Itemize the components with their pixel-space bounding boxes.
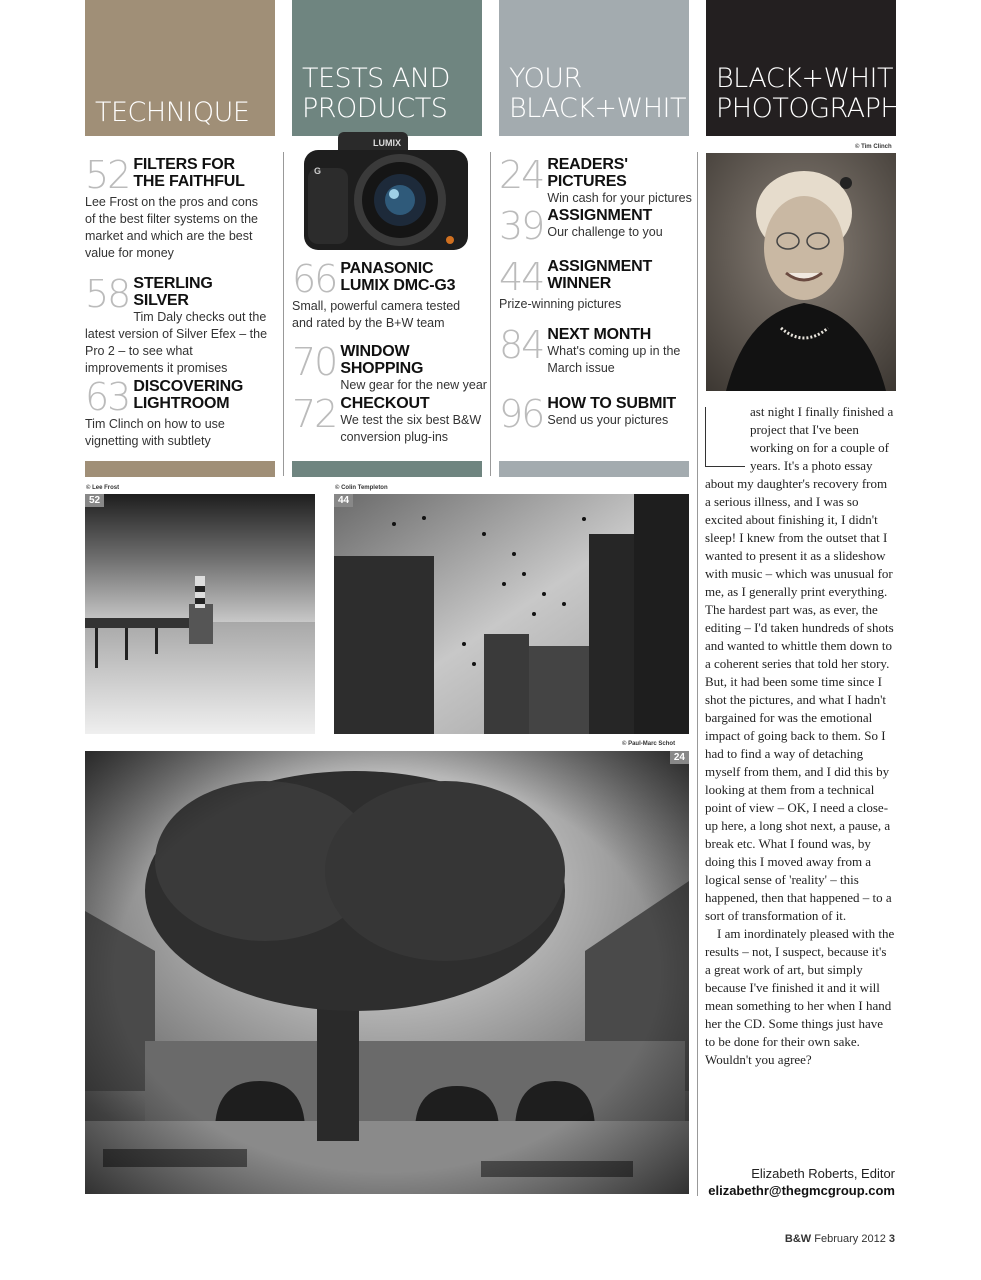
toc-entry-63[interactable] xyxy=(85,375,270,450)
entry-title: ASSIGNMENT xyxy=(547,207,653,224)
section-bar-yours xyxy=(499,461,689,477)
entry-description: Tim Clinch on how to use vignetting with subtlety xyxy=(85,417,225,448)
page-footer xyxy=(760,1233,895,1245)
page-number: 44 xyxy=(499,255,544,299)
camera-model-mark: G xyxy=(314,166,322,176)
toc-entry-58[interactable] xyxy=(85,272,270,377)
column-divider xyxy=(697,152,698,1196)
entry-description: Lee Frost on the pros and cons of the best filter systems on the market and which are the best value for money xyxy=(85,195,259,260)
editorial-paragraph-1: ast night I finally finished a project that I've been working on for a couple of years. It's a photo essay about my daughter's recovery from a serious illness, and I was so excited about finishing it, I didn't sleep! I knew from the outset that I wanted to present it as a slideshow with music – which was unusual for me, as I generally print everything. The hardest part was, as ever, the editing – I'd taken hundreds of shots and wanted to whittle them down to a coherent series that told her story. But, it had been some time since I shot the pictures, and what I hadn't bargained for was the emotional impact of going back to them. So I had to find a way of detaching myself from them, and I did this by looking at them from a technical point of view – OK, I need a close-up here, a long shot next, a pause, a break etc. What I found was, by doing this I moved away from a logical sense of 'reality' – this happened, then that happened – to a sort of transformation of it. xyxy=(705,404,894,923)
section-bar-technique xyxy=(85,461,275,477)
entry-title: HOW TO SUBMIT xyxy=(547,395,677,412)
editor-portrait xyxy=(706,153,896,391)
entry-description: Tim Daly checks out the latest version of Silver Efex – the Pro 2 – to see what improvements it promises xyxy=(85,310,268,375)
column-divider xyxy=(283,152,284,476)
toc-entry-96[interactable] xyxy=(499,392,689,436)
section-bar-tests xyxy=(292,461,482,477)
toc-entry-24[interactable] xyxy=(499,153,694,207)
entry-title: DISCOVERING LIGHTROOM xyxy=(133,378,244,412)
camera-brand: LUMIX xyxy=(373,138,401,148)
photo-tree-courtyard xyxy=(85,751,689,1194)
editor-email[interactable]: elizabethr@thegmcgroup.com xyxy=(708,1183,895,1198)
toc-entry-39[interactable] xyxy=(499,204,689,248)
editorial-column xyxy=(705,403,895,1069)
entry-title: STERLING SILVER xyxy=(133,275,213,309)
page-number: 52 xyxy=(85,153,130,197)
header-yours-label: YOUR BLACK+WHITE xyxy=(509,63,703,124)
drop-cap-l xyxy=(705,407,745,467)
entry-description: What's coming up in the March issue xyxy=(547,344,681,375)
editorial-paragraph-2: I am inordinately pleased with the results – not, I suspect, because it's a great work of art, but simply because I've finished it and it will mean something to her when I hand her the CD. Some things just have to be done for their own sake. Wouldn't you agree? xyxy=(705,926,895,1067)
toc-entry-66[interactable] xyxy=(292,257,482,332)
entry-title: PANASONIC LUMIX DMC-G3 xyxy=(340,260,456,294)
page-number: 66 xyxy=(292,257,337,301)
entry-description: Our challenge to you xyxy=(547,225,663,239)
page-badge: 44 xyxy=(334,494,353,507)
credit-portrait: © Tim Clinch xyxy=(855,144,892,150)
page-number: 63 xyxy=(85,375,130,419)
page-badge: 52 xyxy=(85,494,104,507)
entry-title: WINDOW SHOPPING xyxy=(340,343,424,377)
toc-entry-52[interactable] xyxy=(85,153,270,262)
header-your-black-white xyxy=(499,0,703,136)
page-number: 39 xyxy=(499,204,544,248)
credit-photo24: © Paul-Marc Schot xyxy=(622,741,676,747)
photo-lighthouse-pier xyxy=(85,494,315,734)
footer-issue: February 2012 xyxy=(814,1233,886,1245)
entry-title: ASSIGNMENT WINNER xyxy=(547,258,653,292)
credit-photo44: © Colin Templeton xyxy=(335,485,388,491)
page-number: 84 xyxy=(499,323,544,367)
entry-description: New gear for the new year xyxy=(340,378,487,392)
entry-description: We test the six best B&W conversion plug-ins xyxy=(340,413,482,444)
page-number: 24 xyxy=(499,153,544,197)
header-tests-label: TESTS AND PRODUCTS xyxy=(302,63,450,124)
toc-entry-84[interactable] xyxy=(499,323,684,377)
camera-image xyxy=(300,128,472,254)
page-number: 70 xyxy=(292,340,337,384)
toc-entry-44[interactable] xyxy=(499,255,689,313)
header-technique-label: TECHNIQUE xyxy=(95,97,250,128)
header-bw-label: BLACK+WHITE PHOTOGRAPHY xyxy=(716,63,917,124)
entry-description: Prize-winning pictures xyxy=(499,297,622,311)
page-number: 72 xyxy=(292,392,337,436)
credit-photo52: © Lee Frost xyxy=(86,485,120,491)
entry-description: Win cash for your pictures xyxy=(547,191,692,205)
page-badge: 24 xyxy=(670,751,689,764)
entry-title: READERS' PICTURES xyxy=(547,156,628,190)
photo-tower-blocks xyxy=(334,494,689,734)
entry-description: Small, powerful camera tested and rated by the B+W team xyxy=(292,299,461,330)
column-divider xyxy=(490,152,491,476)
toc-entry-72[interactable] xyxy=(292,392,482,446)
page-number: 58 xyxy=(85,272,130,316)
entry-description: Send us your pictures xyxy=(547,413,669,427)
toc-entry-70[interactable] xyxy=(292,340,487,394)
entry-title: FILTERS FOR THE FAITHFUL xyxy=(133,156,245,190)
entry-title: CHECKOUT xyxy=(340,395,430,412)
header-tests-and-products xyxy=(292,0,482,136)
page-number: 96 xyxy=(499,392,544,436)
header-bw-photography xyxy=(706,0,917,136)
entry-title: NEXT MONTH xyxy=(547,326,652,343)
editor-signature: Elizabeth Roberts, Editor xyxy=(751,1166,895,1181)
footer-page-number: 3 xyxy=(888,1233,895,1245)
header-technique xyxy=(85,0,275,136)
footer-magazine: B&W xyxy=(784,1233,812,1245)
